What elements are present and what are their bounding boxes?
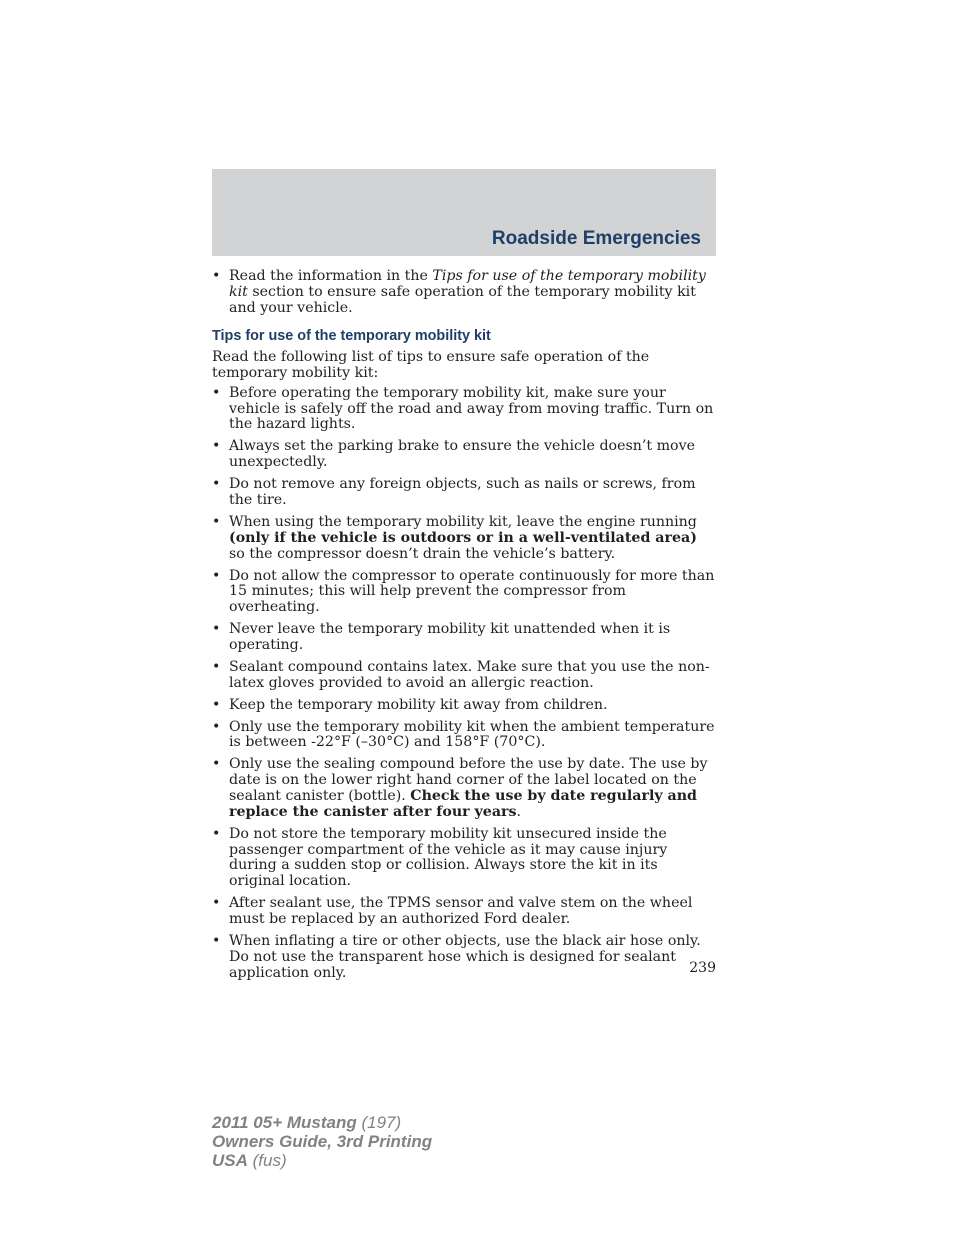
list-item: • Only use the temporary mobility kit when the ambient temperature is between -22°F (–30°C) and 158°F (70°C). [212, 720, 716, 752]
tip-emphasis: (only if the vehicle is outdoors or in a well-ventilated area) [229, 529, 697, 546]
tip-text: so the compressor doesn’t drain the vehicle’s battery. [229, 545, 616, 562]
list-item: • When inflating a tire or other objects, use the black air hose only. Do not use the transparent hose which is designed for sealant application only. [212, 934, 716, 981]
list-item: • Do not allow the compressor to operate continuously for more than 15 minutes; this will help prevent the compressor from overheating. [212, 569, 716, 616]
page-number: 239 [689, 960, 716, 976]
footer-model-code: (197) [356, 1113, 402, 1132]
footer-market: USA [212, 1151, 248, 1170]
list-item: • Never leave the temporary mobility kit unattended when it is operating. [212, 622, 716, 654]
tips-list [212, 386, 716, 982]
list-item: • Keep the temporary mobility kit away from children. [212, 698, 716, 714]
list-item [212, 515, 716, 562]
footer-line-market [212, 1151, 432, 1170]
tip-text: Only use the sealing compound before the use by date. The use by date is on the lower right hand corner of the label located on the sealant canister (bottle). [229, 756, 708, 804]
intro-text-before: Read the information in the [229, 268, 433, 284]
subheading: Tips for use of the temporary mobility kit [212, 328, 491, 345]
intro-text-italic: Tips for use of the temporary mobility kit [229, 268, 706, 300]
footer-line-model [212, 1113, 432, 1132]
list-item: • Before operating the temporary mobility kit, make sure your vehicle is safely off the road and away from moving traffic. Turn on the hazard lights. [212, 386, 716, 433]
list-item: • Do not remove any foreign objects, such as nails or screws, from the tire. [212, 477, 716, 509]
list-item [212, 757, 716, 820]
tip-text: When using the temporary mobility kit, leave the engine running [229, 513, 697, 530]
footer-line-guide [212, 1132, 432, 1151]
section-title: Roadside Emergencies [491, 228, 701, 249]
section-header-band [212, 169, 716, 256]
footer-guide: Owners Guide, 3rd Printing [212, 1132, 433, 1151]
list-item: • Do not store the temporary mobility kit unsecured inside the passenger compartment of the vehicle as it may cause injury during a sudden stop or collision. Always store the kit in its original location. [212, 827, 716, 890]
page-content [212, 269, 716, 981]
document-footer [212, 1113, 432, 1170]
lead-paragraph: Read the following list of tips to ensure safe operation of the temporary mobility kit: [212, 349, 650, 381]
footer-market-code: (fus) [247, 1151, 287, 1170]
tip-emphasis: Check the use by date regularly and replace the canister after four years [229, 788, 697, 820]
intro-bullet-list [212, 269, 716, 316]
tip-text: . [516, 803, 521, 820]
list-item: • Always set the parking brake to ensure the vehicle doesn’t move unexpectedly. [212, 439, 716, 471]
list-item: • Sealant compound contains latex. Make sure that you use the non-latex gloves provided to avoid an allergic reaction. [212, 660, 716, 692]
intro-text-after: section to ensure safe operation of the temporary mobility kit and your vehicle. [229, 283, 696, 316]
footer-model: 2011 05+ Mustang [212, 1113, 357, 1132]
list-item [212, 269, 716, 316]
list-item: • After sealant use, the TPMS sensor and valve stem on the wheel must be replaced by an authorized Ford dealer. [212, 896, 716, 928]
